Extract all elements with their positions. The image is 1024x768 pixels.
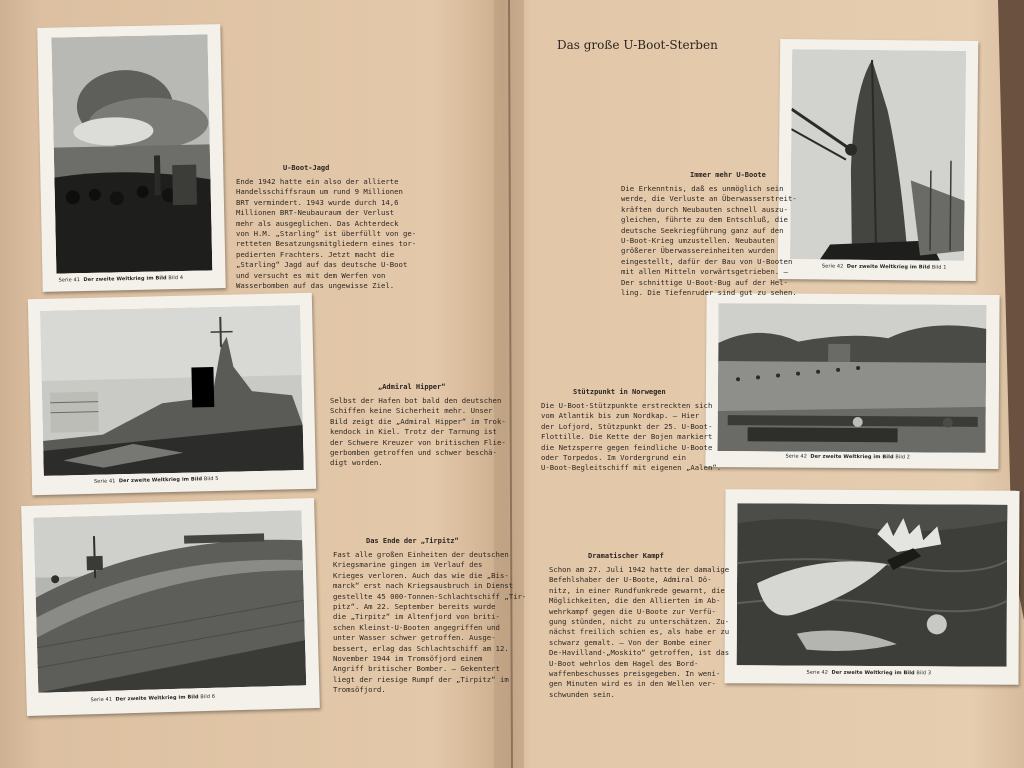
card-caption	[94, 474, 304, 485]
section-body-immer-mehr-uboote: Die Erkenntnis, daß es unmöglich sein werde, die Verluste an Überwasserstreit- kräften durch Neubauten schnell auszu- gleichen, führte zu dem Entschluß, die deutsche Seekriegführung ganz auf den U-Boot-Krieg umzustellen. Neubauten größerer Überwassereinheiten wurden eingestellt, dafür der Bau von U-Booten mit allen Mitteln vorwärtsgetrieben. — Der schnittige U-Boot-Bug auf der Hel- ling. Die Tiefenruder sind gut zu sehen.	[621, 184, 797, 298]
card-caption	[807, 670, 1007, 677]
card-photo-depth-charge	[51, 34, 212, 273]
card-caption	[58, 274, 212, 283]
section-body-tirpitz: Fast alle großen Einheiten der deutschen Kriegsmarine gingen im Verlauf des Krieges verloren. Auch das wie die „Bis- marck“ erst nach Kriegsausbruch in Dienst gestellte 45 000-Tonnen-Schlachtschiff „Tir- pitz“. Am 22. September bereits wurde die „Tirpitz“ im Altenfjord von briti- schen Kleinst-U-Booten angegriffen und unter Wasser schwer getroffen. Ausge- bessert, erlag das Schlachtschiff am 12. November 1944 im Tromsöfjord einem Angriff britischer Bomber. — Gekentert liegt der riesige Rumpf der „Tirpitz“ im Tromsöfjord.	[333, 550, 527, 695]
caption-bild: Bild 1	[931, 264, 947, 271]
section-title-immer-mehr-uboote: Immer mehr U-Boote	[690, 171, 766, 179]
card-caption	[785, 454, 985, 461]
caption-title: Der zweite Weltkrieg im Bild	[831, 669, 915, 677]
section-title-dramatischer-kampf: Dramatischer Kampf	[588, 552, 664, 560]
caption-title: Der zweite Weltkrieg im Bild	[115, 694, 199, 703]
card-caption	[822, 263, 972, 271]
card-photo-tirpitz-hull	[33, 510, 306, 692]
picture-card-4	[778, 39, 979, 281]
caption-serie: Serie 41	[93, 478, 116, 485]
caption-serie: Serie 42	[821, 263, 844, 270]
section-body-stuetzpunkt-norwegen: Die U-Boot-Stützpunkte erstreckten sich vom Atlantik bis zum Nordkap. — Hier der Lofjord, Stützpunkt der 25. U-Boot- Flottille. Die Kette der Bojen markiert die Netzsperre gegen feindliche U-Boote oder Torpedos. Im Vordergrund ein U-Boot-Begleitschiff mit eigenen „Aalen“.	[541, 401, 722, 473]
caption-title: Der zweite Weltkrieg im Bild	[810, 453, 894, 461]
section-title-tirpitz: Das Ende der „Tirpitz“	[366, 537, 459, 545]
caption-serie: Serie 41	[58, 277, 81, 284]
page-heading: Das große U-Boot-Sterben	[557, 38, 718, 52]
section-body-admiral-hipper: Selbst der Hafen bot bald den deutschen Schiffen keine Sicherheit mehr. Unser Bild zeigt die „Admiral Hipper“ im Trok- kendock in Kiel. Trotz der Tarnung ist der Schwere Kreuzer von britischen Flie- gerbomben getroffen und schwer beschä- digt worden.	[330, 396, 506, 468]
card-photo-uboot-bow	[790, 49, 966, 261]
picture-card-3	[21, 498, 320, 716]
caption-bild: Bild 3	[916, 670, 932, 677]
caption-bild: Bild 2	[895, 454, 911, 461]
picture-card-2	[28, 293, 316, 495]
section-title-stuetzpunkt-norwegen: Stützpunkt in Norwegen	[573, 388, 666, 396]
section-title-admiral-hipper: „Admiral Hipper“	[378, 383, 446, 391]
caption-serie: Serie 42	[785, 453, 808, 460]
section-body-dramatischer-kampf: Schon am 27. Juli 1942 hatte der damalige Befehlshaber der U-Boote, Admiral Dö- nitz, in einer Rundfunkrede gewarnt, die Möglichkeiten, die den Allierten im Ab- wehrkampf gegen die U-Boote zur Verfü- gung stünden, nicht zu unterschätzen. Zu- nächst freilich schien es, als habe er zu schwarz gemalt. — Von der Bombe einer De-Havilland-„Moskito“ getroffen, ist das U-Boot wehrlos dem Hagel des Bord- waffenbeschusses preisgegeben. In weni- gen Minuten wird es in den Wellen ver- schwunden sein.	[549, 565, 730, 699]
card-photo-uboot-attack	[737, 503, 1008, 666]
section-body-uboot-jagd: Ende 1942 hatte ein also der allierte Handelsschiffsraum um rund 9 Millionen BRT vermindert. 1943 wurde durch 14,6 Millionen BRT-Neubauraum der Verlust mehr als ausgeglichen. Das Achterdeck von H.M. „Starling“ ist überfüllt von ge- retteten Besatzungsmitgliedern eines tor- pedierten Frachters. Jetzt macht die „Starling“ Jagd auf das deutsche U-Boot und versucht es mit dem Werfen von Wasserbomben auf das ungewisse Ziel.	[236, 177, 417, 291]
caption-bild: Bild 5	[203, 475, 219, 483]
picture-card-1	[37, 24, 225, 292]
caption-bild: Bild 4	[168, 274, 184, 282]
card-photo-lofjord	[718, 303, 987, 453]
caption-serie: Serie 41	[90, 696, 113, 704]
card-caption	[90, 691, 300, 703]
picture-card-6	[724, 489, 1019, 685]
caption-title: Der zweite Weltkrieg im Bild	[846, 263, 931, 271]
caption-bild: Bild 6	[200, 693, 216, 701]
caption-title: Der zweite Weltkrieg im Bild	[118, 476, 203, 485]
card-photo-admiral-hipper	[40, 305, 304, 476]
section-title-uboot-jagd: U-Boot-Jagd	[283, 164, 330, 172]
caption-title: Der zweite Weltkrieg im Bild	[83, 275, 167, 284]
picture-card-5	[705, 293, 999, 469]
caption-serie: Serie 42	[806, 669, 829, 676]
